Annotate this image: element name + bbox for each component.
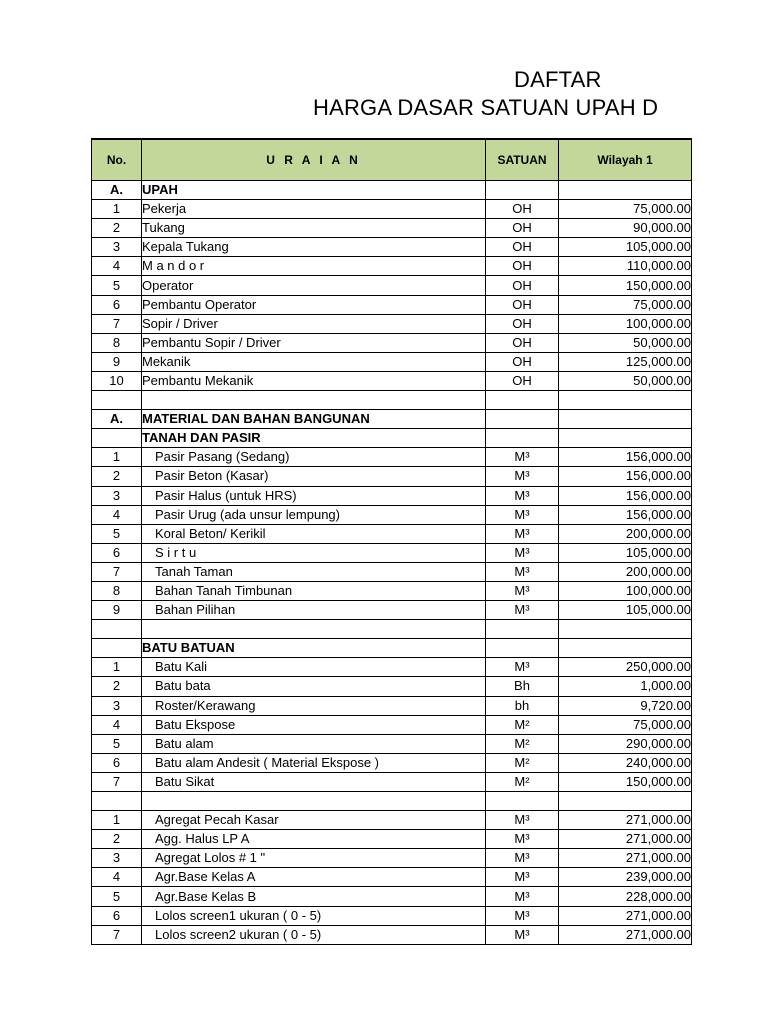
price-cell: 240,000.00	[559, 753, 692, 772]
column-header-satuan: SATUAN	[486, 139, 559, 181]
unit-cell: M³	[486, 830, 559, 849]
table-row	[92, 295, 692, 314]
row-number-cell: 1	[92, 448, 142, 467]
description-cell: TANAH DAN PASIR	[142, 429, 486, 448]
price-cell	[559, 391, 692, 410]
blank-row	[92, 620, 692, 639]
price-cell	[559, 620, 692, 639]
row-number-cell: 10	[92, 371, 142, 390]
unit-cell: OH	[486, 200, 559, 219]
row-number-cell: A.	[92, 410, 142, 429]
blank-row	[92, 792, 692, 811]
unit-cell: M³	[486, 581, 559, 600]
price-cell: 100,000.00	[559, 314, 692, 333]
row-number-cell	[92, 620, 142, 639]
row-number-cell: 7	[92, 925, 142, 944]
table-row	[92, 524, 692, 543]
row-number-cell: 3	[92, 238, 142, 257]
description-cell: Batu alam	[142, 734, 486, 753]
price-cell: 156,000.00	[559, 505, 692, 524]
price-table	[91, 138, 692, 945]
price-cell: 271,000.00	[559, 811, 692, 830]
description-cell: Pasir Halus (untuk HRS)	[142, 486, 486, 505]
description-cell: M a n d o r	[142, 257, 486, 276]
unit-cell: M³	[486, 486, 559, 505]
description-cell: Batu bata	[142, 677, 486, 696]
description-cell: Mekanik	[142, 352, 486, 371]
table-row	[92, 715, 692, 734]
table-row	[92, 200, 692, 219]
table-row	[92, 257, 692, 276]
table-row	[92, 772, 692, 791]
row-number-cell	[92, 391, 142, 410]
unit-cell: OH	[486, 333, 559, 352]
table-row	[92, 696, 692, 715]
row-number-cell: 4	[92, 505, 142, 524]
table-row	[92, 849, 692, 868]
blank-row	[92, 391, 692, 410]
unit-cell	[486, 181, 559, 200]
section-row	[92, 181, 692, 200]
table-row	[92, 734, 692, 753]
price-cell	[559, 792, 692, 811]
unit-cell: M³	[486, 524, 559, 543]
unit-cell: M³	[486, 543, 559, 562]
row-number-cell: 8	[92, 333, 142, 352]
table-row	[92, 830, 692, 849]
document-subtitle: HARGA DASAR SATUAN UPAH D	[313, 95, 659, 120]
price-cell: 100,000.00	[559, 581, 692, 600]
price-cell: 105,000.00	[559, 543, 692, 562]
table-row	[92, 505, 692, 524]
unit-cell	[486, 639, 559, 658]
row-number-cell: 6	[92, 906, 142, 925]
unit-cell: M³	[486, 868, 559, 887]
row-number-cell: 4	[92, 257, 142, 276]
table-row	[92, 868, 692, 887]
description-cell: Pekerja	[142, 200, 486, 219]
price-cell: 156,000.00	[559, 486, 692, 505]
description-cell: Pasir Pasang (Sedang)	[142, 448, 486, 467]
unit-cell: M³	[486, 906, 559, 925]
row-number-cell: 1	[92, 658, 142, 677]
price-cell: 75,000.00	[559, 715, 692, 734]
description-cell: MATERIAL DAN BAHAN BANGUNAN	[142, 410, 486, 429]
table-row	[92, 543, 692, 562]
section-row	[92, 639, 692, 658]
description-cell: Pembantu Mekanik	[142, 371, 486, 390]
row-number-cell: 5	[92, 734, 142, 753]
table-row	[92, 753, 692, 772]
price-cell	[559, 410, 692, 429]
price-cell: 271,000.00	[559, 906, 692, 925]
price-cell: 150,000.00	[559, 772, 692, 791]
document-title: DAFTAR	[514, 67, 602, 92]
price-cell: 228,000.00	[559, 887, 692, 906]
row-number-cell: 3	[92, 486, 142, 505]
table-row	[92, 811, 692, 830]
price-cell: 110,000.00	[559, 257, 692, 276]
row-number-cell: 5	[92, 524, 142, 543]
description-cell: Batu Kali	[142, 658, 486, 677]
price-cell: 105,000.00	[559, 601, 692, 620]
description-cell: Kepala Tukang	[142, 238, 486, 257]
unit-cell: M²	[486, 753, 559, 772]
table-row	[92, 486, 692, 505]
row-number-cell: 6	[92, 295, 142, 314]
row-number-cell: 9	[92, 601, 142, 620]
row-number-cell: 8	[92, 581, 142, 600]
price-cell: 150,000.00	[559, 276, 692, 295]
unit-cell: OH	[486, 219, 559, 238]
unit-cell: OH	[486, 371, 559, 390]
table-row	[92, 677, 692, 696]
row-number-cell: 2	[92, 830, 142, 849]
unit-cell: OH	[486, 276, 559, 295]
unit-cell: OH	[486, 295, 559, 314]
price-cell: 105,000.00	[559, 238, 692, 257]
price-cell: 239,000.00	[559, 868, 692, 887]
row-number-cell: A.	[92, 181, 142, 200]
table-row	[92, 906, 692, 925]
description-cell: Tukang	[142, 219, 486, 238]
table-row	[92, 352, 692, 371]
row-number-cell	[92, 429, 142, 448]
table-row	[92, 371, 692, 390]
description-cell: Bahan Tanah Timbunan	[142, 581, 486, 600]
unit-cell: OH	[486, 257, 559, 276]
unit-cell: M³	[486, 658, 559, 677]
table-row	[92, 238, 692, 257]
row-number-cell: 5	[92, 276, 142, 295]
column-header-uraian: U R A I A N	[142, 139, 486, 181]
unit-cell: M³	[486, 601, 559, 620]
description-cell: Agr.Base Kelas B	[142, 887, 486, 906]
price-cell: 271,000.00	[559, 925, 692, 944]
description-cell	[142, 792, 486, 811]
description-cell: Agregat Pecah Kasar	[142, 811, 486, 830]
description-cell: Tanah Taman	[142, 562, 486, 581]
unit-cell: M²	[486, 772, 559, 791]
row-number-cell: 6	[92, 753, 142, 772]
table-row	[92, 219, 692, 238]
price-cell: 271,000.00	[559, 849, 692, 868]
price-cell: 156,000.00	[559, 448, 692, 467]
table-row	[92, 314, 692, 333]
table-row	[92, 562, 692, 581]
price-cell: 200,000.00	[559, 562, 692, 581]
row-number-cell: 2	[92, 219, 142, 238]
table-row	[92, 658, 692, 677]
section-row	[92, 410, 692, 429]
row-number-cell: 4	[92, 715, 142, 734]
unit-cell: Bh	[486, 677, 559, 696]
price-cell: 1,000.00	[559, 677, 692, 696]
price-cell: 125,000.00	[559, 352, 692, 371]
unit-cell: M³	[486, 467, 559, 486]
price-cell	[559, 181, 692, 200]
row-number-cell: 2	[92, 677, 142, 696]
price-table-container	[91, 138, 691, 946]
description-cell: Pembantu Operator	[142, 295, 486, 314]
unit-cell	[486, 410, 559, 429]
row-number-cell: 2	[92, 467, 142, 486]
row-number-cell	[92, 639, 142, 658]
description-cell: Agg. Halus LP A	[142, 830, 486, 849]
unit-cell: bh	[486, 696, 559, 715]
table-row	[92, 925, 692, 944]
unit-cell	[486, 429, 559, 448]
price-cell: 9,720.00	[559, 696, 692, 715]
description-cell: Lolos screen1 ukuran ( 0 - 5)	[142, 906, 486, 925]
price-cell: 75,000.00	[559, 295, 692, 314]
table-row	[92, 333, 692, 352]
description-cell: Roster/Kerawang	[142, 696, 486, 715]
price-cell: 50,000.00	[559, 371, 692, 390]
row-number-cell: 7	[92, 772, 142, 791]
unit-cell: M²	[486, 734, 559, 753]
description-cell: Pasir Beton (Kasar)	[142, 467, 486, 486]
row-number-cell: 7	[92, 562, 142, 581]
row-number-cell: 7	[92, 314, 142, 333]
unit-cell: OH	[486, 352, 559, 371]
row-number-cell: 6	[92, 543, 142, 562]
unit-cell	[486, 792, 559, 811]
row-number-cell: 9	[92, 352, 142, 371]
description-cell: Sopir / Driver	[142, 314, 486, 333]
row-number-cell: 1	[92, 200, 142, 219]
price-cell: 200,000.00	[559, 524, 692, 543]
price-cell: 75,000.00	[559, 200, 692, 219]
unit-cell: M²	[486, 715, 559, 734]
section-row	[92, 429, 692, 448]
table-row	[92, 581, 692, 600]
unit-cell: OH	[486, 238, 559, 257]
description-cell	[142, 620, 486, 639]
price-cell	[559, 429, 692, 448]
description-cell: S i r t u	[142, 543, 486, 562]
description-cell: Batu Ekspose	[142, 715, 486, 734]
table-row	[92, 887, 692, 906]
column-header-no: No.	[92, 139, 142, 181]
row-number-cell: 4	[92, 868, 142, 887]
price-cell: 290,000.00	[559, 734, 692, 753]
unit-cell: M³	[486, 448, 559, 467]
description-cell: UPAH	[142, 181, 486, 200]
unit-cell: M³	[486, 925, 559, 944]
description-cell: Agr.Base Kelas A	[142, 868, 486, 887]
price-cell	[559, 639, 692, 658]
price-cell: 90,000.00	[559, 219, 692, 238]
description-cell: Koral Beton/ Kerikil	[142, 524, 486, 543]
description-cell: Batu alam Andesit ( Material Ekspose )	[142, 753, 486, 772]
table-row	[92, 276, 692, 295]
price-cell: 50,000.00	[559, 333, 692, 352]
table-header-row	[92, 139, 692, 181]
description-cell: Agregat Lolos # 1 "	[142, 849, 486, 868]
row-number-cell: 3	[92, 696, 142, 715]
unit-cell: M³	[486, 887, 559, 906]
row-number-cell: 3	[92, 849, 142, 868]
description-cell: Operator	[142, 276, 486, 295]
unit-cell: M³	[486, 562, 559, 581]
description-cell	[142, 391, 486, 410]
table-row	[92, 467, 692, 486]
row-number-cell: 5	[92, 887, 142, 906]
price-cell: 156,000.00	[559, 467, 692, 486]
description-cell: Lolos screen2 ukuran ( 0 - 5)	[142, 925, 486, 944]
description-cell: Pasir Urug (ada unsur lempung)	[142, 505, 486, 524]
unit-cell	[486, 391, 559, 410]
unit-cell	[486, 620, 559, 639]
unit-cell: M³	[486, 505, 559, 524]
column-header-wilayah1: Wilayah 1	[559, 139, 692, 181]
description-cell: Pembantu Sopir / Driver	[142, 333, 486, 352]
description-cell: Bahan Pilihan	[142, 601, 486, 620]
unit-cell: M³	[486, 811, 559, 830]
row-number-cell	[92, 792, 142, 811]
unit-cell: M³	[486, 849, 559, 868]
price-cell: 271,000.00	[559, 830, 692, 849]
unit-cell: OH	[486, 314, 559, 333]
description-cell: BATU BATUAN	[142, 639, 486, 658]
price-cell: 250,000.00	[559, 658, 692, 677]
row-number-cell: 1	[92, 811, 142, 830]
description-cell: Batu Sikat	[142, 772, 486, 791]
table-body	[92, 181, 692, 945]
table-row	[92, 601, 692, 620]
table-row	[92, 448, 692, 467]
